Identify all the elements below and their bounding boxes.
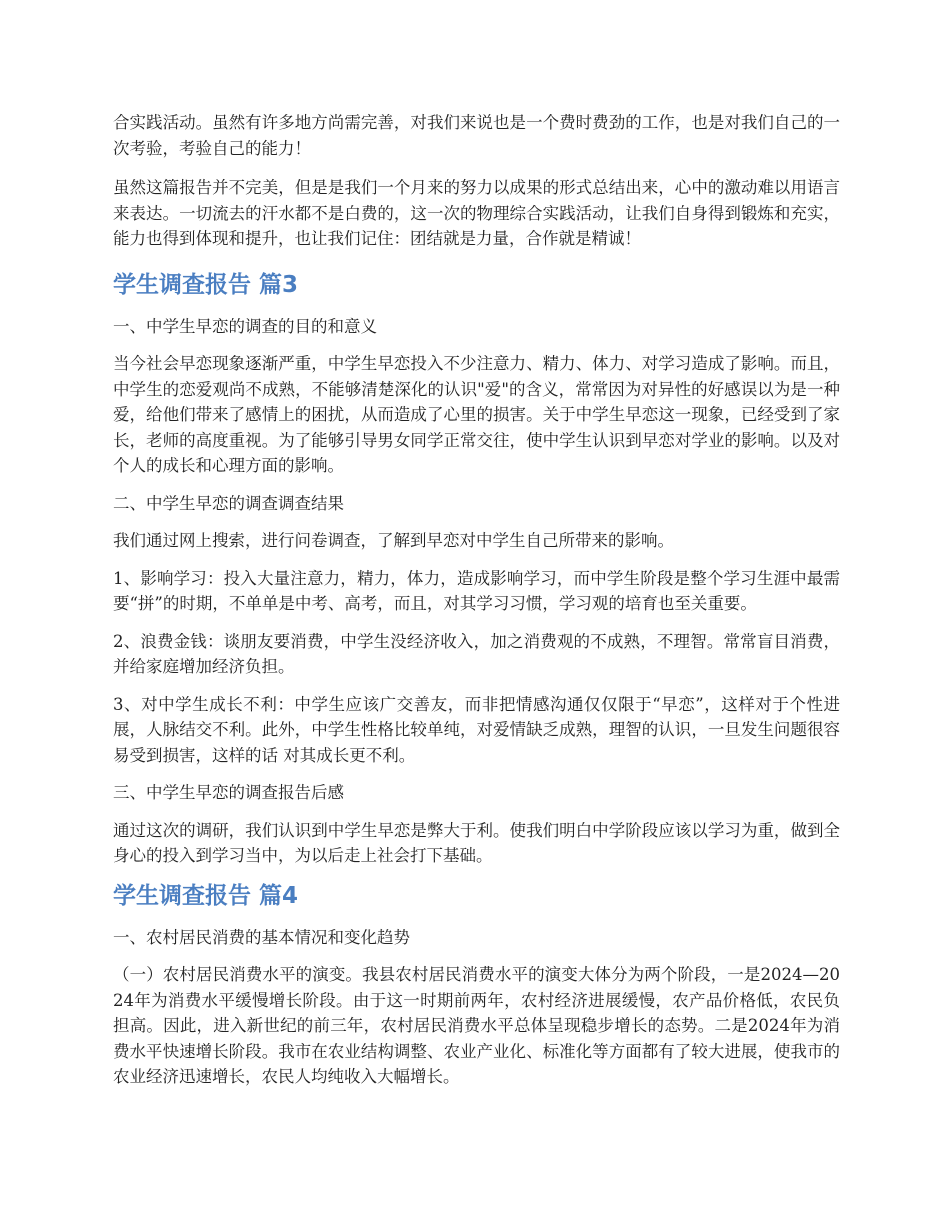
paragraph: 虽然这篇报告并不完美，但是是我们一个月来的努力以成果的形式总结出来，心中的激动难以用语言来表达。一切流去的汗水都不是白费的，这一次的物理综合实践活动，让我们自身得到锻炼和充实，能力也得到体现和提升，也让我们记住：团结就是力量，合作就是精诚！ [113,178,840,248]
list-item: 2、浪费金钱：谈朋友要消费，中学生没经济收入，加之消费观的不成熟，不理智。常常盲目消费，并给家庭增加经济负担。 [113,631,840,676]
paragraph: 通过这次的调研，我们认识到中学生早恋是弊大于利。使我们明白中学阶段应该以学习为重，做到全身心的投入到学习当中，为以后走上社会打下基础。 [113,820,840,865]
paragraph: （一）农村居民消费水平的演变。我县农村居民消费水平的演变大体分为两个阶段，一是2024—2024年为消费水平缓慢增长阶段。由于这一时期前两年，农村经济进展缓慢，农产品价格低，农民负担高。因此，进入新世纪的前三年，农村居民消费水平总体呈现稳步增长的态势。二是2024年为消费水平快速增长阶段。我市在农业结构调整、农业产业化、标准化等方面都有了较大进展，使我市的农业经济迅速增长，农民人均纯收入大幅增长。 [113,965,840,1086]
subheading: 三、中学生早恋的调查报告后感 [113,783,344,802]
subheading: 一、中学生早恋的调查的目的和意义 [113,316,377,336]
list-item: 1、影响学习：投入大量注意力，精力，体力，造成影响学习，而中学生阶段是整个学习生涯中最需要“拼”的时期，不单单是中考、高考，而且，对其学习习惯，学习观的培育也至关重要。 [113,568,840,613]
document-page [113,110,840,1102]
list-item: 3、对中学生成长不利：中学生应该广交善友，而非把情感沟通仅仅限于“早恋”，这样对于个性进展，人脉结交不利。此外，中学生性格比较单纯，对爱情缺乏成熟，理智的认识，一旦发生问题很容易受到损害，这样的话 对其成长更不利。 [113,694,840,765]
paragraph: 合实践活动。虽然有许多地方尚需完善，对我们来说也是一个费时费劲的工作，也是对我们自己的一次考验，考验自己的能力！ [113,113,840,158]
subheading: 一、农村居民消费的基本情况和变化趋势 [113,927,410,947]
paragraph: 当今社会早恋现象逐渐严重，中学生早恋投入不少注意力、精力、体力、对学习造成了影响。而且，中学生的恋爱观尚不成熟，不能够清楚深化的认识"爱"的含义，常常因为对异性的好感误以为是一种爱，给他们带来了感情上的困扰，从而造成了心里的损害。关于中学生早恋这一现象，已经受到了家长，老师的高度重视。为了能够引导男女同学正常交往，使中学生认识到早恋对学业的影响。以及对个人的成长和心理方面的影响。 [113,354,840,475]
paragraph: 我们通过网上搜索，进行问卷调查，了解到早恋对中学生自己所带来的影响。 [113,531,674,550]
subheading: 二、中学生早恋的调查调查结果 [113,493,344,513]
section-heading: 学生调查报告 篇3 [113,271,299,298]
section-heading: 学生调查报告 篇4 [113,882,299,909]
